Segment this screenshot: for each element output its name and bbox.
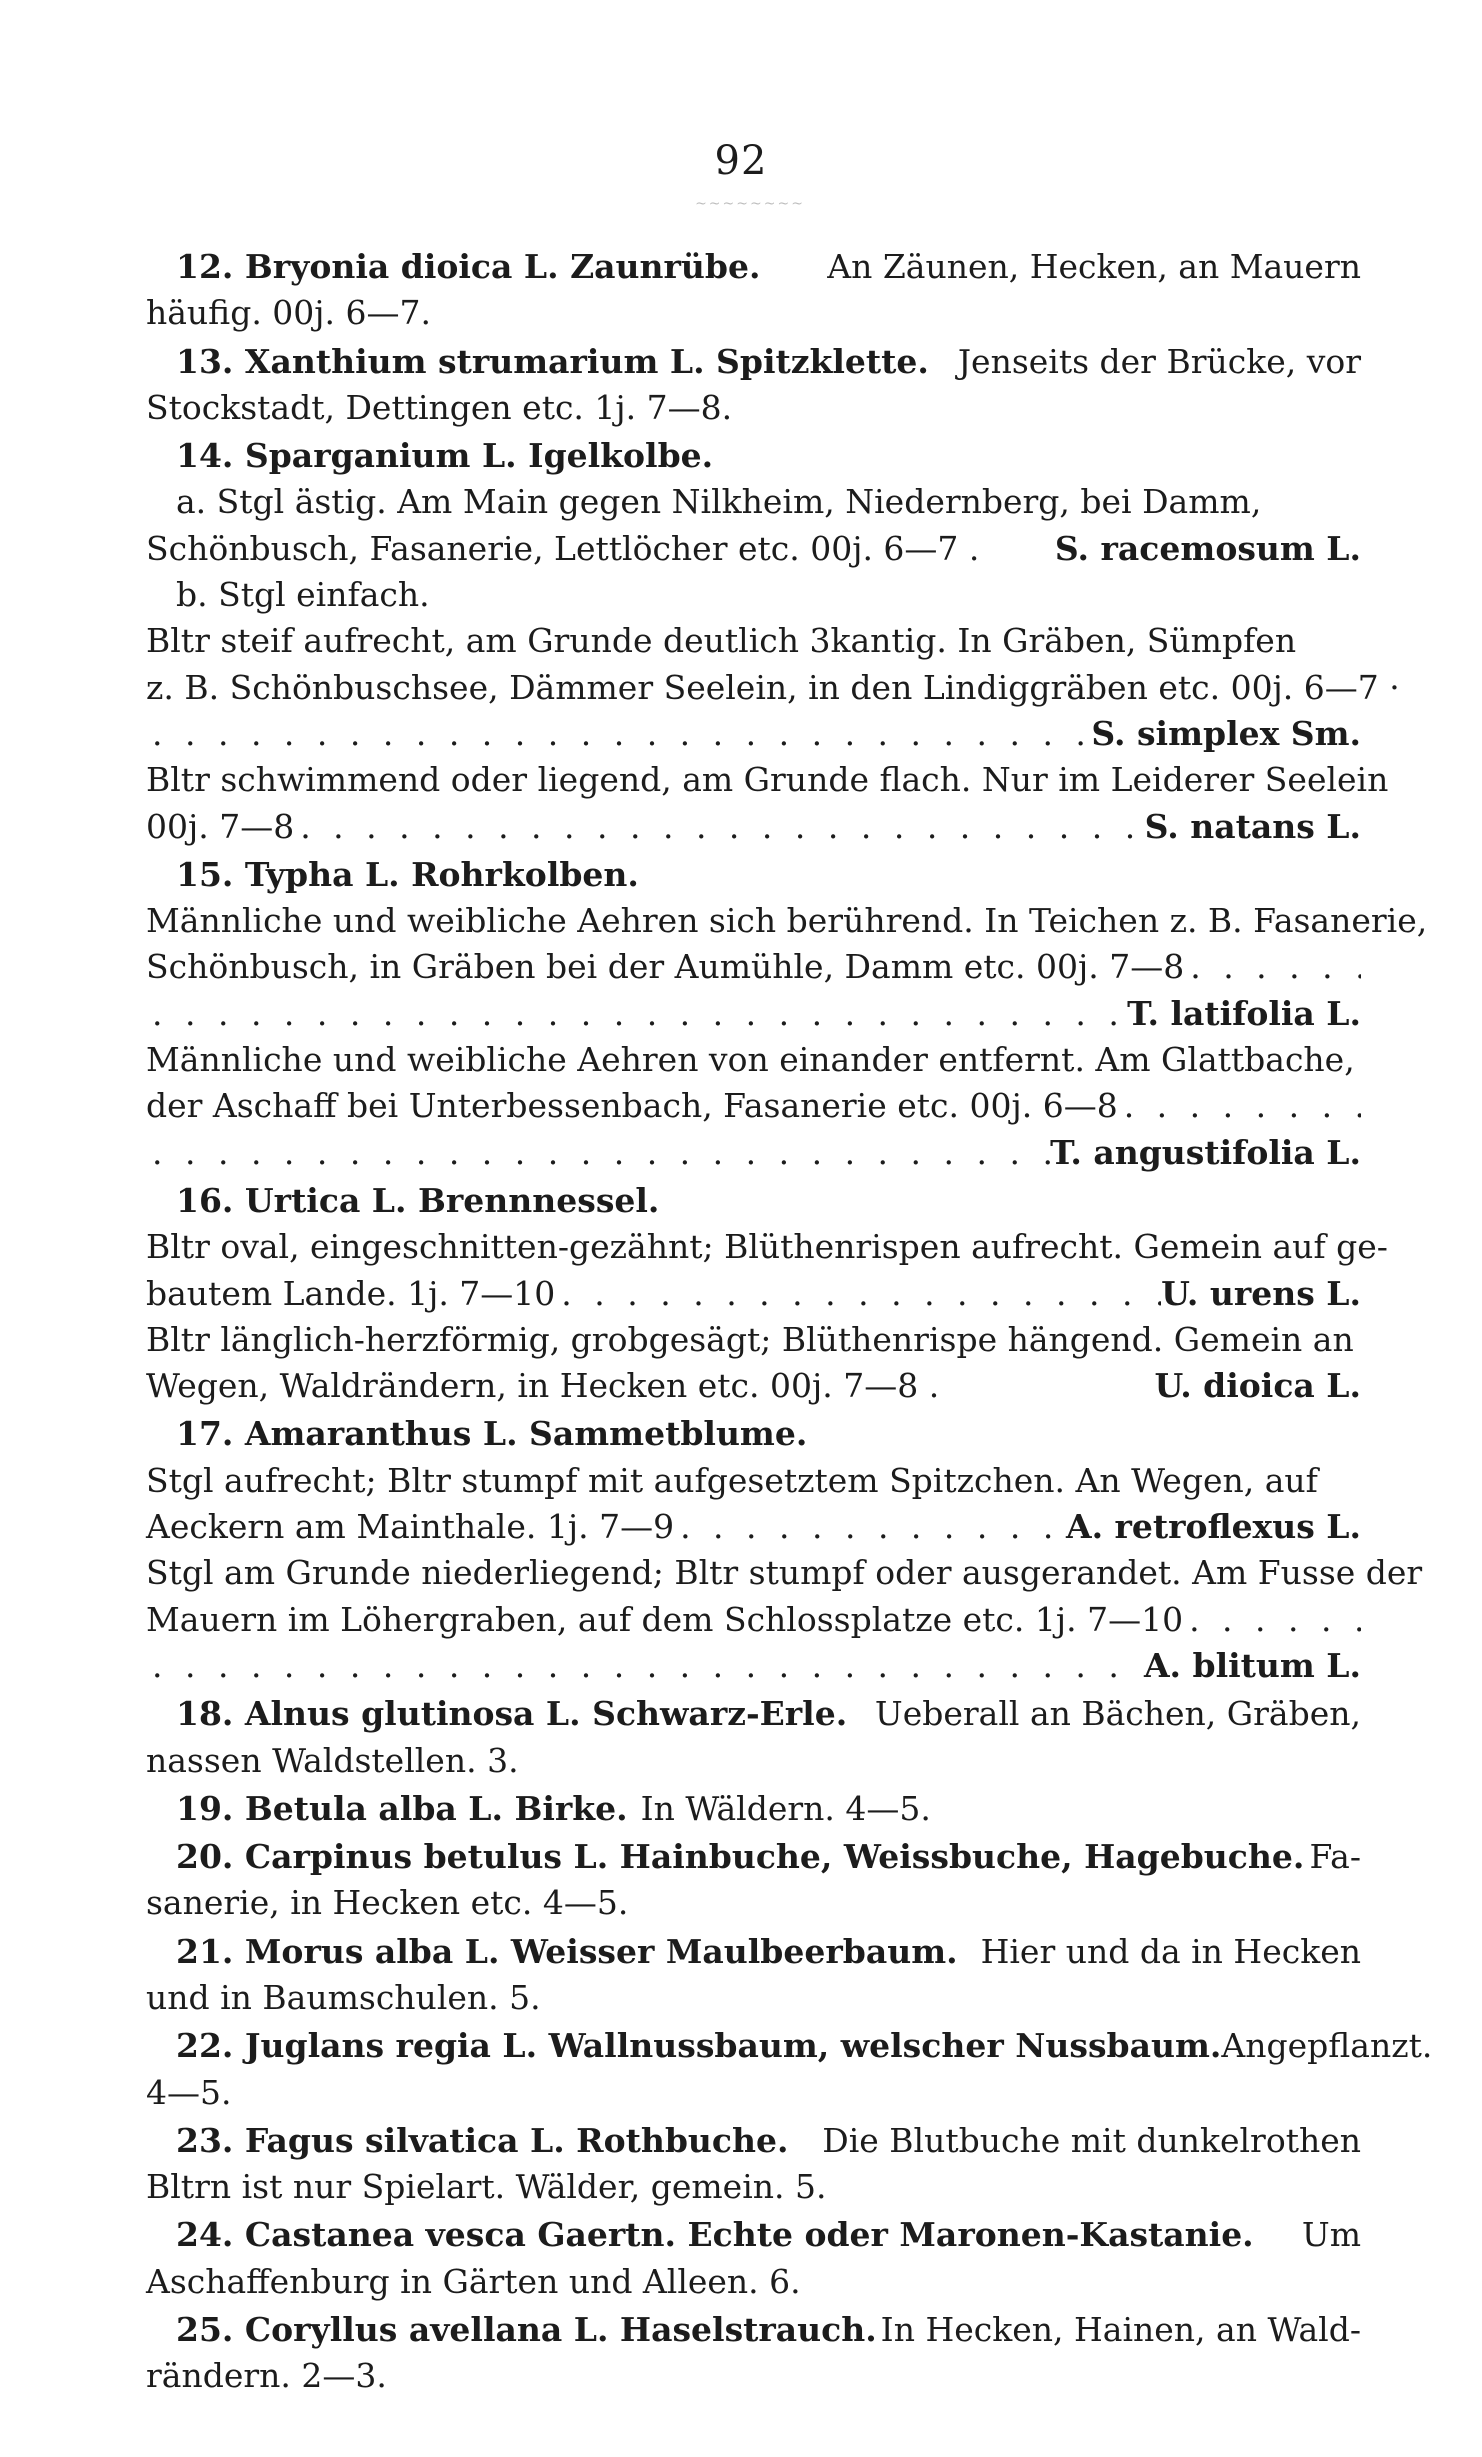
- entry-14-a-line-1: a. Stgl ästig. Am Main gegen Nilkheim, Niedernberg, bei Damm,: [176, 482, 1262, 522]
- entry-14-c-line-1: Bltr schwimmend oder liegend, am Grunde flach. Nur im Leiderer Seelein: [146, 760, 1389, 800]
- leader-dots: [674, 1504, 1066, 1550]
- entry-21-line-1: 21. Morus alba L. Weisser Maulbeerbaum. Hier und da in Hecken: [176, 1931, 1361, 1971]
- page-number: 92: [714, 138, 768, 184]
- entry-14-b-line-1: b. Stgl einfach.: [176, 575, 430, 615]
- entry-21-line-2: und in Baumschulen. 5.: [146, 1977, 541, 2017]
- entry-15-line-2: Schönbusch, in Gräben bei der Aumühle, Damm etc. 00j. 7—8 . . .: [146, 944, 1361, 990]
- leader-dots: [146, 991, 1127, 1037]
- entry-14-b-line-2: Bltr steif aufrecht, am Grunde deutlich 3kantig. In Gräben, Sümpfen: [146, 621, 1297, 661]
- entry-15-line-4: Männliche und weibliche Aehren von einander entfernt. Am Glattbache,: [146, 1040, 1355, 1080]
- entry-16-line-3: Bltr länglich-herzförmig, grobgesägt; Blüthenrispe hängend. Gemein an: [146, 1319, 1354, 1359]
- entry-14-b-line-3: z. B. Schönbuschsee, Dämmer Seelein, in den Lindiggräben etc. 00j. 6—7 ·: [146, 667, 1400, 707]
- entry-12-line-1: 12. Bryonia dioica L. Zaunrübe. An Zäunen, Hecken, an Mauern: [176, 247, 1361, 286]
- entry-17-heading: 17. Amaranthus L. Sammetblume.: [176, 1414, 808, 1454]
- entry-15-heading: 15. Typha L. Rohrkolben.: [176, 854, 639, 894]
- leader-dots: [1183, 1597, 1361, 1643]
- entry-23-line-1: 23. Fagus silvatica L. Rothbuche. Die Blutbuche mit dunkelrothen: [176, 2120, 1361, 2160]
- entry-16-heading: 16. Urtica L. Brennnessel.: [176, 1180, 660, 1220]
- entry-20-line-2: sanerie, in Hecken etc. 4—5.: [146, 1883, 629, 1923]
- entry-18-line-1: 18. Alnus glutinosa L. Schwarz-Erle. Ueberall an Bächen, Gräben,: [176, 1694, 1361, 1734]
- entry-14-heading: 14. Sparganium L. Igelkolbe.: [176, 436, 714, 476]
- entry-16-line-4: Wegen, Waldrändern, in Hecken etc. 00j. 7—8 . U. dioica L.: [146, 1366, 1361, 1406]
- entry-17-line-4: Mauern im Löhergraben, auf dem Schlossplatze etc. 1j. 7—10 . . .: [146, 1597, 1361, 1643]
- entry-16-line-1: Bltr oval, eingeschnitten-gezähnt; Blüthenrispen aufrecht. Gemein auf ge-: [146, 1227, 1388, 1267]
- entry-15-line-5: der Aschaff bei Unterbessenbach, Fasanerie etc. 00j. 6—8 . . .: [146, 1083, 1361, 1129]
- entry-25-line-1: 25. Coryllus avellana L. Haselstrauch. In Hecken, Hainen, an Wald-: [176, 2310, 1361, 2350]
- entry-17-line-2: Aeckern am Mainthale. 1j. 7—9 . . . A. retroflexus L.: [146, 1504, 1361, 1550]
- leader-dots: [146, 1643, 1144, 1689]
- entry-22-line-1: 22. Juglans regia L. Wallnussbaum, welscher Nussbaum. Angepflanzt.: [176, 2026, 1433, 2066]
- entry-12-line-2: häufig. 00j. 6—7.: [146, 293, 431, 333]
- entry-23-line-2: Bltrn ist nur Spielart. Wälder, gemein. 5.: [146, 2167, 827, 2207]
- entry-15-line-6: . . . T. angustifolia L.: [146, 1130, 1361, 1176]
- entry-14-c-line-2: 00j. 7—8 . . . S. natans L.: [146, 804, 1361, 850]
- entry-24-line-2: Aschaffenburg in Gärten und Alleen. 6.: [146, 2261, 801, 2301]
- entry-18-line-2: nassen Waldstellen. 3.: [146, 1740, 519, 1780]
- leader-dots: [294, 804, 1144, 850]
- entry-13-line-1: 13. Xanthium strumarium L. Spitzklette. Jenseits der Brücke, vor: [176, 341, 1361, 381]
- entry-19-line-1: 19. Betula alba L. Birke. In Wäldern. 4—5.: [176, 1788, 931, 1828]
- page-body: [146, 244, 1433, 2400]
- entry-17-line-5: . . . A. blitum L.: [146, 1643, 1361, 1689]
- entry-15-line-3: . . . T. latifolia L.: [146, 991, 1361, 1037]
- entry-17-line-1: Stgl aufrecht; Bltr stumpf mit aufgesetztem Spitzchen. An Wegen, auf: [146, 1460, 1318, 1500]
- entry-16-line-2: bautem Lande. 1j. 7—10 . . . U. urens L.: [146, 1271, 1361, 1317]
- entry-14-a-line-2: Schönbusch, Fasanerie, Lettlöcher etc. 00j. 6—7 . S. racemosum L.: [146, 528, 1361, 568]
- entry-14-b-line-4: . . . S. simplex Sm.: [146, 711, 1361, 757]
- leader-dots: [1118, 1083, 1361, 1129]
- entry-15-line-1: Männliche und weibliche Aehren sich berührend. In Teichen z. B. Fasanerie,: [146, 901, 1428, 941]
- entry-20-line-1: 20. Carpinus betulus L. Hainbuche, Weissbuche, Hagebuche. Fa-: [176, 1837, 1361, 1877]
- leader-dots: [146, 711, 1091, 757]
- entry-25-line-2: rändern. 2—3.: [146, 2356, 387, 2396]
- entry-17-line-3: Stgl am Grunde niederliegend; Bltr stumpf oder ausgerandet. Am Fusse der: [146, 1553, 1423, 1593]
- entry-22-line-2: 4—5.: [146, 2072, 232, 2112]
- leader-dots: [146, 1130, 1050, 1176]
- entry-24-line-1: 24. Castanea vesca Gaertn. Echte oder Maronen-Kastanie. Um: [176, 2215, 1361, 2255]
- entry-13-line-2: Stockstadt, Dettingen etc. 1j. 7—8.: [146, 387, 733, 427]
- leader-dots: [1184, 944, 1361, 990]
- page-number-ornament: ~~~~~~~~: [695, 196, 805, 212]
- leader-dots: [555, 1271, 1161, 1317]
